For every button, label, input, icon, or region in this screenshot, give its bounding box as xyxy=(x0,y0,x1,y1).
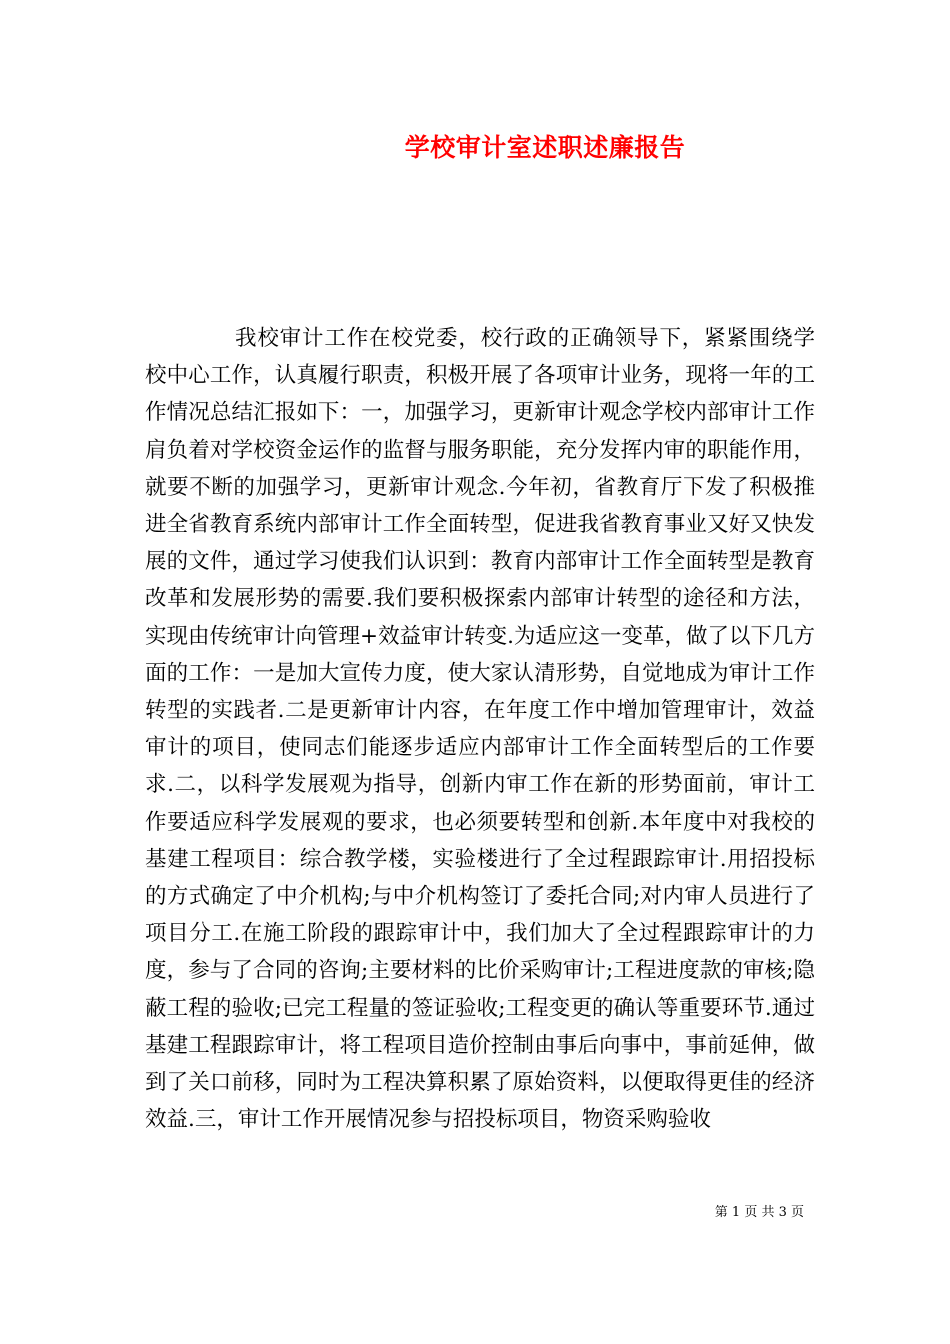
page-number: 第 1 页 共 3 页 xyxy=(714,1205,804,1220)
document-title: 学校审计室述职述廉报告 xyxy=(404,133,686,162)
body-paragraph: 我校审计工作在校党委，校行政的正确领导下，紧紧围绕学校中心工作，认真履行职责，积极开展了各项审计业务，现将一年的工作情况总结汇报如下：一，加强学习，更新审计观念学校内部审计工作肩负着对学校资金运作的监督与服务职能，充分发挥内审的职能作用，就要不断的加强学习，更新审计观念.今年初，省教育厅下发了积极推进全省教育系统内部审计工作全面转型，促进我省教育事业又好又快发展的文件，通过学习使我们认识到：教育内部审计工作全面转型是教育改革和发展形势的需要.我们要积极探索内部审计转型的途径和方法，实现由传统审计向管理+效益审计转变.为适应这一变革，做了以下几方面的工作：一是加大宣传力度，使大家认清形势，自觉地成为审计工作转型的实践者.二是更新审计内容，在年度工作中增加管理审计，效益审计的项目，使同志们能逐步适应内部审计工作全面转型后的工作要求.二，以科学发展观为指导，创新内审工作在新的形势面前，审计工作要适应科学发展观的要求，也必须要转型和创新.本年度中对我校的基建工程项目：综合教学楼，实验楼进行了全过程跟踪审计.用招投标的方式确定了中介机构;与中介机构签订了委托合同;对内审人员进行了项目分工.在施工阶段的跟踪审计中，我们加大了全过程跟踪审计的力度，参与了合同的咨询;主要材料的比价采购审计;工程进度款的审核;隐蔽工程的验收;已完工程量的签证验收;工程变更的确认等重要环节.通过基建工程跟踪审计，将工程项目造价控制由事后向事中，事前延伸，做到了关口前移，同时为工程决算积累了原始资料，以便取得更佳的经济效益.三，审计工作开展情况参与招投标项目，物资采购验收 xyxy=(145,326,815,1133)
